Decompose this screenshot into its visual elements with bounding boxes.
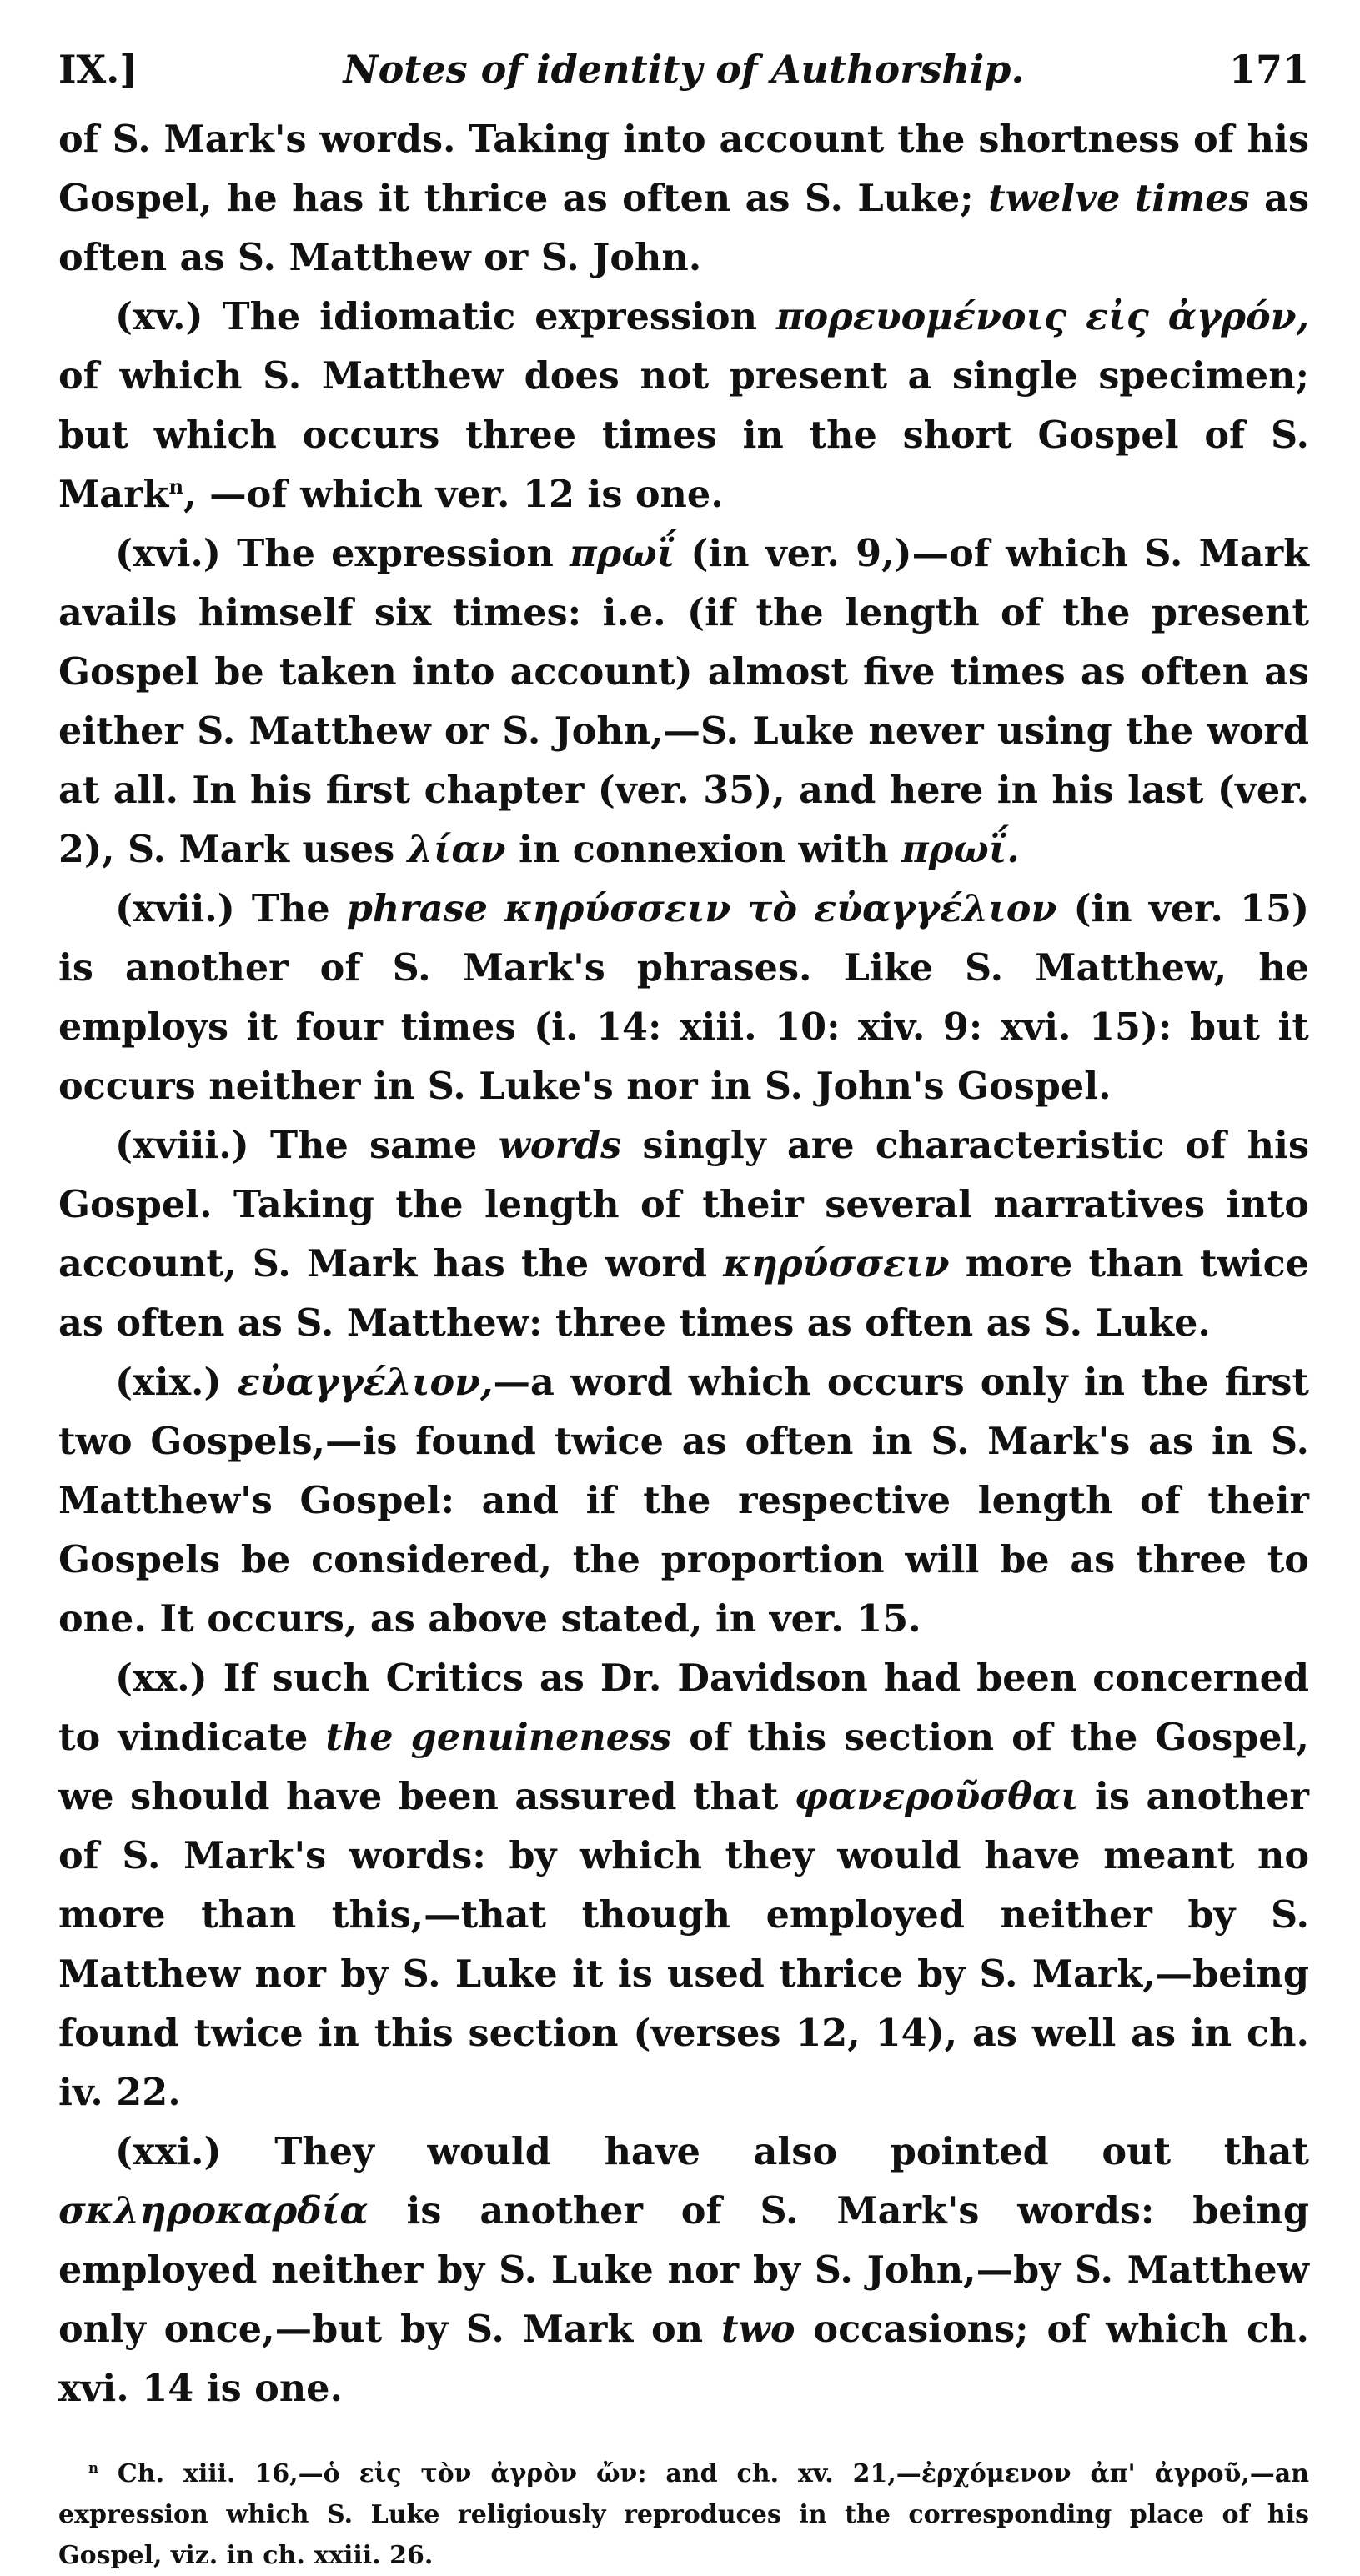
italic-run: πρωΐ. — [901, 828, 1020, 871]
italic-run: πρωΐ — [570, 532, 675, 575]
paragraph-6 — [58, 1353, 1309, 1649]
text-run: in connexion with — [505, 828, 902, 871]
text-run: (in ver. 9,)—of which S. Mark avails himself six times: i.e. (if the length of the present Gospel be taken into account) almost five times as often as either S. Matthew or S. John,—S. Luke never using the word at all. In his first chapter (ver. 35), and here in his last (ver. 2), S. Mark uses — [58, 532, 1309, 871]
text-run: as often as S. Matthew or S. John. — [58, 177, 1309, 279]
italic-run: λίαν — [407, 828, 506, 871]
text-run: (in ver. 15) is another of S. Mark's phrases. Like S. Matthew, he employs it four times (i. 14: xiii. 10: xiv. 9: xvi. 15): but it occurs neither in S. Luke's nor in S. John's Gospel. — [58, 887, 1309, 1108]
text-run: (xvii.) The — [115, 887, 347, 930]
italic-run: the genuineness — [325, 1716, 672, 1759]
text-run: of S. Mark's words. Taking into account the shortness of his Gospel, he has it thrice as often as S. Luke; — [58, 118, 1309, 220]
running-title: Notes of identity of Authorship. — [343, 47, 1025, 92]
text-run: singly are characteristic of his Gospel. Taking the length of their several narratives into account, S. Mark has the word — [58, 1124, 1309, 1285]
text-run: is another of S. Mark's words: by which they would have meant no more than this,—that though employed neither by S. Matthew nor by S. Luke it is used thrice by S. Mark,—being found twice in this section (verses 12, 14), as well as in ch. iv. 22. — [58, 1775, 1309, 2114]
text-run: (xxi.) They would have also pointed out that — [115, 2130, 1309, 2173]
text-run: (xv.) The idiomatic expression — [115, 295, 776, 338]
running-header — [58, 47, 1309, 110]
text-run: of which S. Matthew does not present a single specimen; but which occurs three times in the short Gospel of S. Mark — [58, 354, 1309, 516]
footnotes — [58, 2453, 1309, 2576]
italic-run: two — [720, 2308, 795, 2351]
text-run: is another of S. Mark's words: being employed neither by S. Luke nor by S. John,—by S. Matthew only once,—but by S. Mark on — [58, 2189, 1309, 2351]
text-run: more than twice as often as S. Matthew: three times as often as S. Luke. — [58, 1242, 1309, 1345]
paragraph-7 — [58, 1649, 1309, 2122]
italic-run: πορευομένοις εἰς ἀγρόν, — [775, 295, 1309, 338]
italic-run: φανεροῦσθαι — [794, 1775, 1079, 1818]
italic-run: twelve times — [988, 177, 1250, 220]
footnote-marker: n — [88, 2460, 98, 2476]
text-run: —a word which occurs only in the first two Gospels,—is found twice as often in S. Mark's as in S. Matthew's Gospel: and if the respective length of their Gospels be considered, the proportion will be as three to one. It occurs, as above stated, in ver. 15. — [58, 1361, 1309, 1641]
paragraph-8 — [58, 2122, 1309, 2418]
text-run: (xix.) — [115, 1361, 238, 1404]
body-text — [58, 110, 1309, 2418]
text-run: Ch. xiii. 16,—ὁ εἰς τὸν ἀγρὸν ὤν: and ch. xv. 21,—ἐρχόμενον ἀπ' ἀγροῦ,—an expression which S. Luke religiously reproduces in the corresponding place of his Gospel, viz. in ch. xxiii. 26. — [58, 2459, 1309, 2570]
book-page — [58, 47, 1309, 2576]
page-number: 171 — [1228, 47, 1309, 92]
paragraph-1 — [58, 110, 1309, 288]
text-run: of this section of the Gospel, we should have been assured that — [58, 1716, 1309, 1818]
text-run: occasions; of which ch. xvi. 14 is one. — [58, 2308, 1309, 2410]
paragraph-5 — [58, 1116, 1309, 1353]
footnote-1 — [58, 2453, 1309, 2576]
text-run: , —of which ver. 12 is one. — [183, 473, 724, 516]
text-run: (xx.) If such Critics as Dr. Davidson had been concerned to vindicate — [58, 1656, 1309, 1759]
italic-run: phrase κηρύσσειν τὸ εὐαγγέλιον — [346, 887, 1057, 930]
chapter-label: IX.] — [58, 47, 138, 92]
text-run: (xvi.) The expression — [115, 532, 570, 575]
italic-run: σκληροκαρδία — [58, 2189, 369, 2233]
paragraph-3 — [58, 524, 1309, 880]
paragraph-4 — [58, 880, 1309, 1116]
italic-run: εὐαγγέλιον, — [237, 1361, 494, 1404]
italic-run: words — [498, 1124, 622, 1167]
footnote-marker: n — [168, 474, 184, 499]
italic-run: κηρύσσειν — [723, 1242, 950, 1285]
text-run: (xviii.) The same — [115, 1124, 499, 1167]
paragraph-2 — [58, 288, 1309, 524]
